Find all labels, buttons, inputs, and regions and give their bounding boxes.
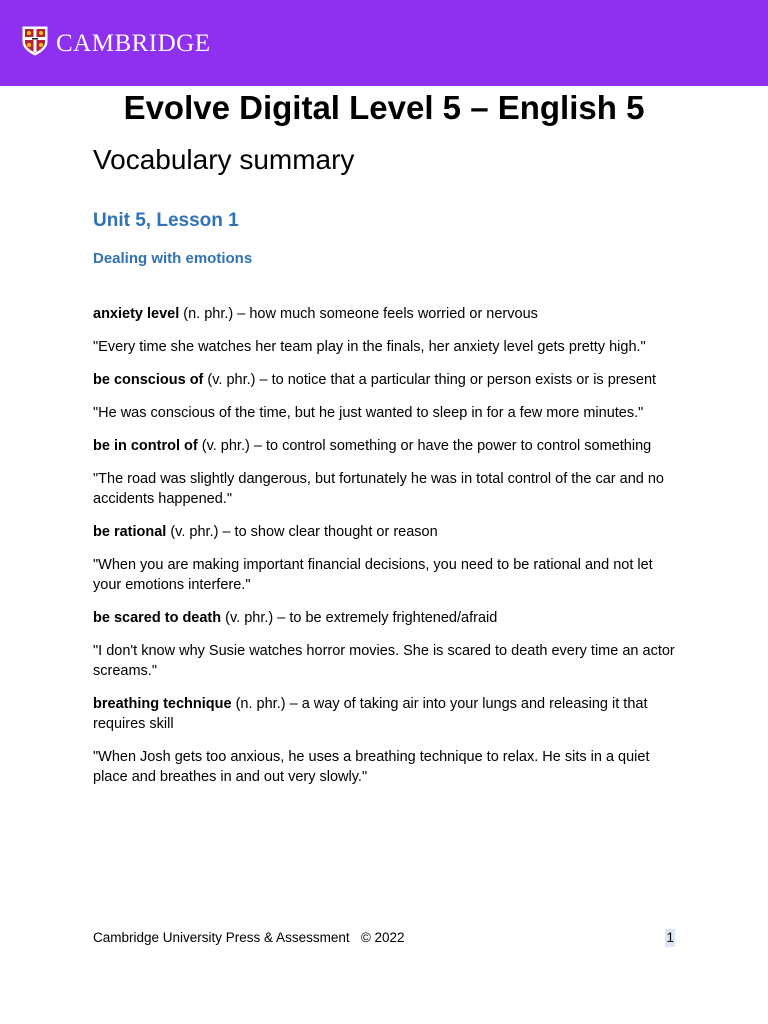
entry-example: "The road was slightly dangerous, but fortunately he was in total control of the car and no accidents happened." <box>93 471 664 507</box>
entry-term: be conscious of <box>93 372 204 388</box>
entry-definition <box>93 522 683 542</box>
header-bar <box>0 0 768 86</box>
entry-definition <box>93 304 683 324</box>
vocabulary-entry <box>93 522 683 595</box>
entry-example: "He was conscious of the time, but he just wanted to sleep in for a few more minutes." <box>93 405 644 421</box>
entry-definition <box>93 436 683 456</box>
entry-definition-text: (v. phr.) – to control something or have the power to control something <box>197 438 652 454</box>
entry-example: "Every time she watches her team play in the finals, her anxiety level gets pretty high." <box>93 339 646 355</box>
entry-term: be rational <box>93 524 167 540</box>
vocabulary-entry <box>93 694 683 787</box>
entry-definition-text: (v. phr.) – to notice that a particular thing or person exists or is present <box>203 372 657 388</box>
vocabulary-entry <box>93 608 683 681</box>
brand-name: CAMBRIDGE <box>56 29 211 57</box>
entry-term: breathing technique <box>93 696 232 712</box>
entry-term: be scared to death <box>93 610 222 626</box>
vocabulary-entry <box>93 304 683 357</box>
document-subtitle: Vocabulary summary <box>93 144 355 175</box>
unit-heading: Unit 5, Lesson 1 <box>93 210 239 231</box>
entry-definition-text: (n. phr.) – how much someone feels worried or nervous <box>179 306 538 322</box>
cambridge-crest-icon <box>22 26 48 61</box>
entry-definition-text: (v. phr.) – to show clear thought or reason <box>166 524 438 540</box>
entry-definition <box>93 370 683 390</box>
entry-definition-text: (n. phr.) – a way of taking air into your lungs and releasing it that requires skill <box>93 696 648 732</box>
page-footer <box>93 929 683 947</box>
cambridge-logo <box>22 26 211 61</box>
footer-copyright: Cambridge University Press & Assessment © 2022 <box>93 930 405 945</box>
entry-example: "I don't know why Susie watches horror movies. She is scared to death every time an actor screams." <box>93 643 675 679</box>
document-title: Evolve Digital Level 5 – English 5 <box>123 89 645 126</box>
vocabulary-entry <box>93 370 683 423</box>
entry-definition-text: (v. phr.) – to be extremely frightened/afraid <box>221 610 498 626</box>
entry-definition <box>93 608 683 628</box>
vocabulary-list <box>93 304 683 800</box>
entry-definition <box>93 694 683 734</box>
entry-term: anxiety level <box>93 306 180 322</box>
page-number: 1 <box>666 930 674 945</box>
entry-example: "When Josh gets too anxious, he uses a breathing technique to relax. He sits in a quiet place and breathes in and out very slowly." <box>93 749 650 785</box>
entry-term: be in control of <box>93 438 198 454</box>
entry-example: "When you are making important financial decisions, you need to be rational and not let your emotions interfere." <box>93 557 653 593</box>
vocabulary-entry <box>93 436 683 509</box>
topic-heading: Dealing with emotions <box>93 250 253 267</box>
